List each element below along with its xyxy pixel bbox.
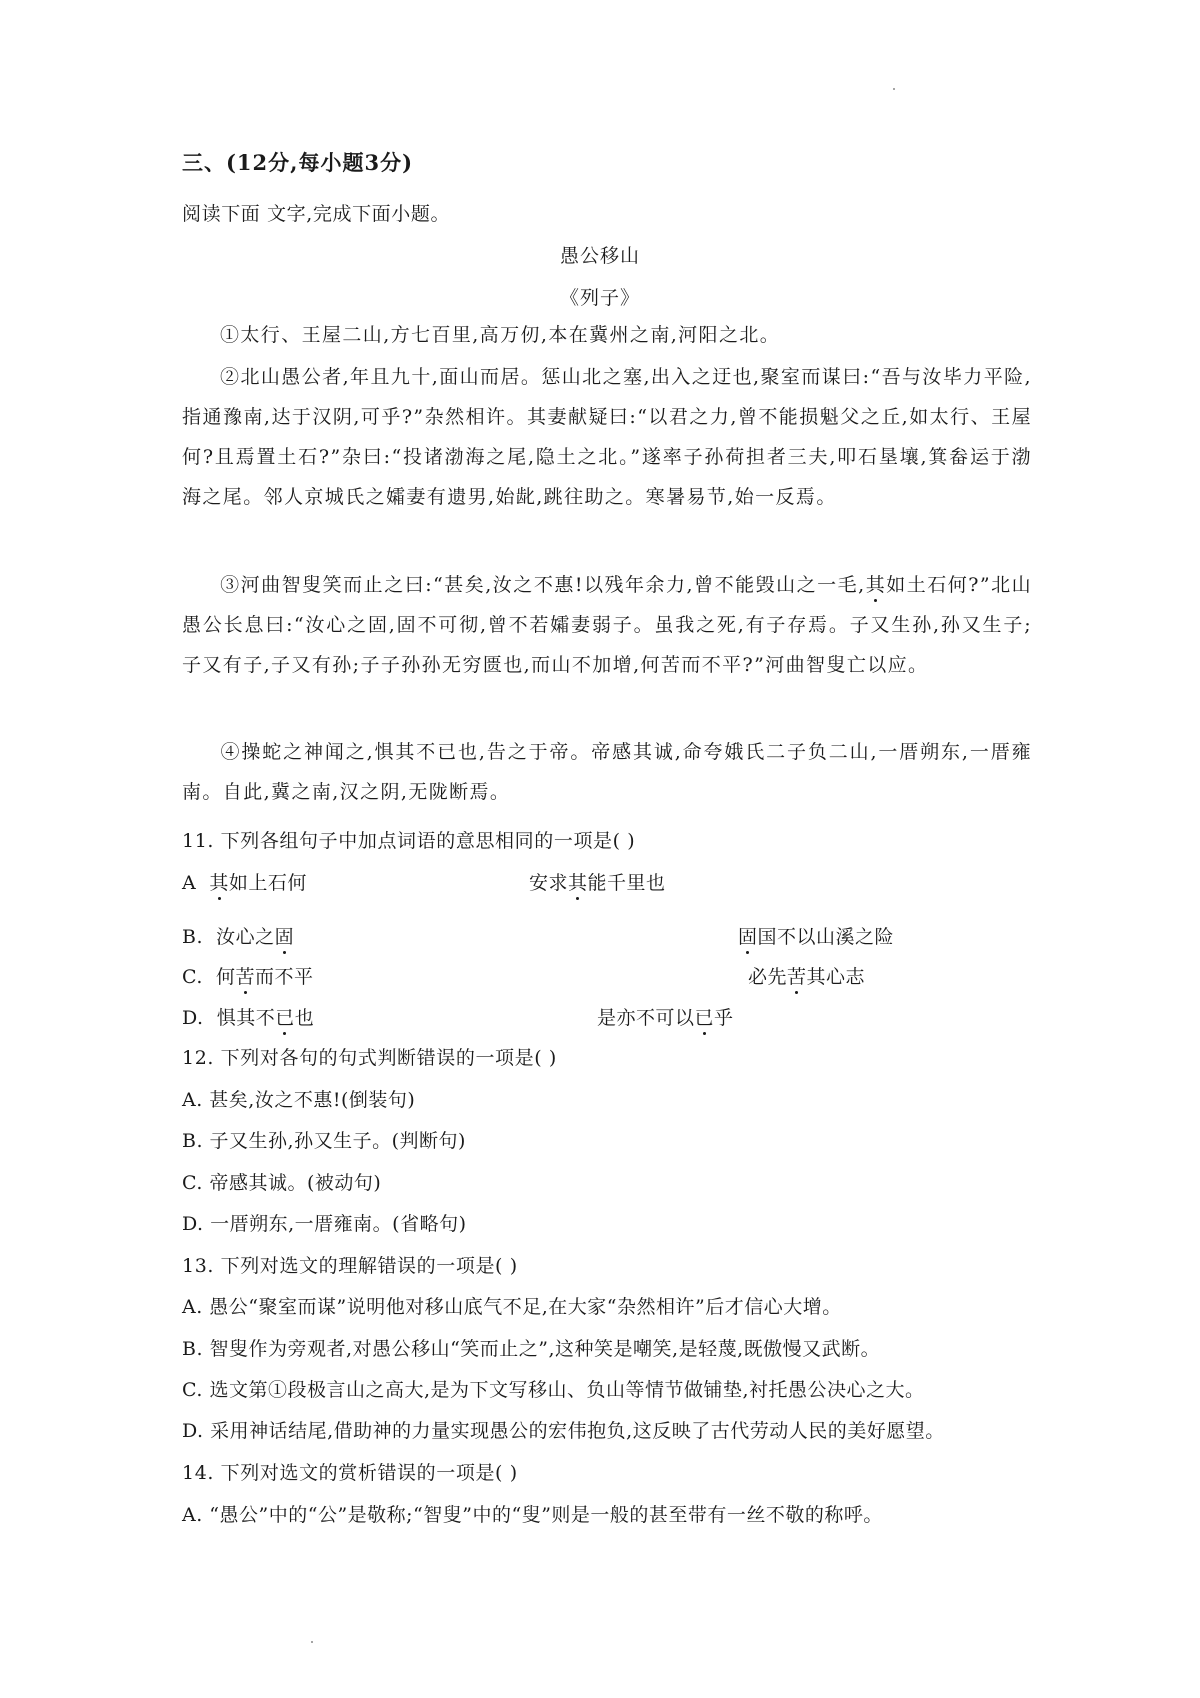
dotted-word: 已 <box>275 1007 295 1029</box>
dotted-word: 其 <box>568 872 588 894</box>
q11-option-a-compare: 安求其能千里也 <box>529 872 666 894</box>
paragraph-text: ①太行、王屋二山,方七百里,高万仞,本在冀州之南,河阳之北。 <box>220 324 781 346</box>
q13-option-d: D. 采用神话结尾,借助神的力量实现愚公的宏伟抱负,这反映了古代劳动人民的美好愿望。 <box>182 1420 945 1442</box>
q13-option-b: B. 智叟作为旁观者,对愚公移山“笑而止之”,这种笑是嘲笑,是轻蔑,既傲慢又武断。 <box>182 1338 881 1360</box>
scan-speck <box>893 88 895 90</box>
scan-speck <box>311 1641 313 1643</box>
passage-paragraph-2 <box>182 357 1032 517</box>
q12-option-b: B. 子又生孙,孙又生子。(判断句) <box>182 1130 466 1152</box>
q11-option-c: C. 何苦而不平 <box>182 966 314 988</box>
dotted-word: 苦 <box>235 966 256 988</box>
option-label: B. <box>182 926 204 948</box>
dotted-word: 其 <box>865 574 887 596</box>
q11-option-d-compare: 是亦不可以已乎 <box>597 1007 734 1029</box>
passage-paragraph-4 <box>182 732 1032 812</box>
option-label: A <box>182 872 197 894</box>
question-13-stem: 13. 下列对选文的理解错误的一项是( ) <box>182 1255 518 1277</box>
passage-paragraph-3 <box>182 565 1032 685</box>
q11-option-a: A 其如上石何 <box>182 872 307 894</box>
question-14-stem: 14. 下列对选文的赏析错误的一项是( ) <box>182 1462 518 1484</box>
paragraph-text: ④操蛇之神闻之,惧其不已也,告之于帝。帝感其诚,命夸娥氏二子负二山,一厝朔东,一厝雍南。自此,冀之南,汉之阴,无陇断焉。 <box>182 741 1032 803</box>
question-11-stem: 11. 下列各组句子中加点词语的意思相同的一项是( ) <box>182 830 636 852</box>
section-instruction: 阅读下面 文字,完成下面小题。 <box>182 203 451 225</box>
dotted-word: 其 <box>209 872 229 894</box>
dotted-word: 苦 <box>787 966 807 988</box>
q11-option-b: B. 汝心之固 <box>182 926 295 948</box>
dotted-word: 固 <box>274 926 295 948</box>
q12-option-d: D. 一厝朔东,一厝雍南。(省略句) <box>182 1213 467 1235</box>
option-label: C. <box>182 966 203 988</box>
passage-source: 《列子》 <box>559 287 640 309</box>
q13-option-c: C. 选文第①段极言山之高大,是为下文写移山、负山等情节做铺垫,衬托愚公决心之大。 <box>182 1379 925 1401</box>
q12-option-a: A. 甚矣,汝之不惠!(倒装句) <box>182 1089 416 1111</box>
q11-option-b-compare: 固国不以山溪之险 <box>738 926 895 948</box>
q11-option-d: D. 惧其不已也 <box>182 1007 315 1029</box>
passage-title: 愚公移山 <box>559 245 640 267</box>
paragraph-text-before: ③河曲智叟笑而止之曰:“甚矣,汝之不惠!以残年余力,曾不能毁山之一毛, <box>220 574 866 596</box>
question-12-stem: 12. 下列对各句的句式判断错误的一项是( ) <box>182 1047 557 1069</box>
paragraph-text: ②北山愚公者,年且九十,面山而居。惩山北之塞,出入之迂也,聚室而谋曰:“吾与汝毕力平险,指通豫南,达于汉阴,可乎?”杂然相许。其妻献疑曰:“以君之力,曾不能损魁父之丘,如太行、王屋何?且焉置土石?”杂曰:“投诸渤海之尾,隐土之北。”遂率子孙荷担者三夫,叩石垦壤,箕畚运于渤海之尾。邻人京城氏之孀妻有遗男,始龀,跳往助之。寒暑易节,始一反焉。 <box>182 366 1032 508</box>
dotted-word: 固 <box>738 926 758 948</box>
q12-option-c: C. 帝感其诚。(被动句) <box>182 1172 382 1194</box>
q13-option-a: A. 愚公“聚室而谋”说明他对移山底气不足,在大家“杂然相许”后才信心大增。 <box>182 1296 842 1318</box>
passage-paragraph-1 <box>182 315 1032 355</box>
option-label: D. <box>182 1007 204 1029</box>
section-heading: 三、(12分,每小题3分) <box>182 150 414 175</box>
paragraph-text-after: 如土石何?”北山愚公长息曰:“汝心之固,固不可彻,曾不若孀妻弱子。虽我之死,有子存焉。子又生孙,孙又生子;子又有子,子又有孙;子子孙孙无穷匮也,而山不加增,何苦而不平?”河曲智叟亡以应。 <box>182 574 1032 676</box>
dotted-word: 已 <box>694 1007 715 1029</box>
q11-option-c-compare: 必先苦其心志 <box>748 966 866 988</box>
q14-option-a: A. “愚公”中的“公”是敬称;“智叟”中的“叟”则是一般的甚至带有一丝不敬的称呼。 <box>182 1504 883 1526</box>
